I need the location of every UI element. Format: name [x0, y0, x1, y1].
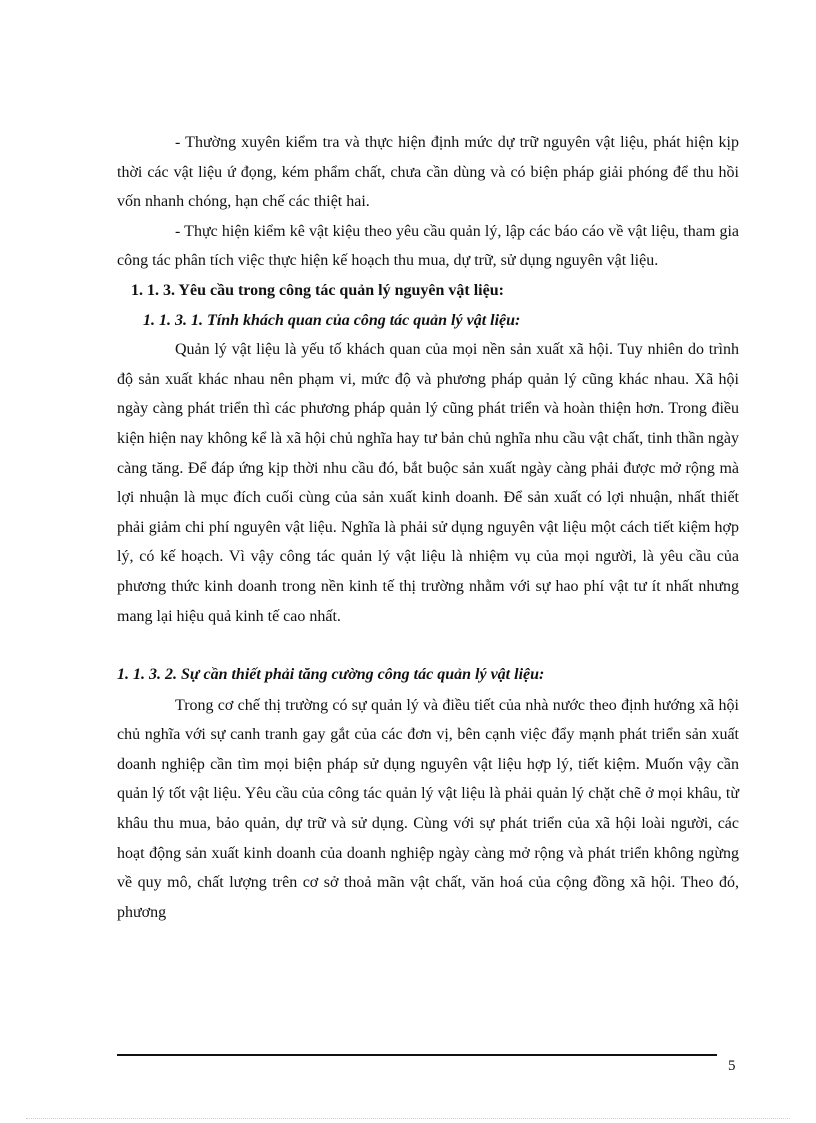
subsection-heading-1-1-3-2-text: 1. 1. 3. 2. Sự cần thiết phải tăng cường công tác quản lý vật liệu: — [117, 666, 545, 684]
paragraph-stocktaking: - Thực hiện kiểm kê vật kiệu theo yêu cầu quản lý, lập các báo cáo về vật liệu, tham gia công tác phân tích việc thực hiện kế hoạch thu mua, dự trữ, sử dụng nguyên vật liệu. — [117, 222, 739, 270]
paragraph-necessity: Trong cơ chế thị trường có sự quản lý và điều tiết của nhà nước theo định hướng xã hội chủ nghĩa với sự canh tranh gay gắt của các đơn vị, bên cạnh việc đẩy mạnh phát triển sản xuất doanh nghiệp cần tìm mọi biện pháp sử dụng nguyên vật liệu hợp lý, tiết kiệm. Muốn vậy cần quản lý tốt vật liệu. Yêu cầu của công tác quản lý vật liệu là phải quản lý chặt chẽ ở mọi khâu, từ khâu thu mua, bảo quản, dự trữ và sử dụng. Cùng với sự phát triển của xã hội loài người, các hoạt động sản xuất kinh doanh của doanh nghiệp ngày càng mở rộng và phát triển không ngừng về quy mô, chất lượng trên cơ sở thoả mãn vật chất, văn hoá của cộng đồng xã hội. Theo đó, phương — [117, 696, 739, 921]
paragraph-inventory-check: - Thường xuyên kiểm tra và thực hiện định mức dự trữ nguyên vật liệu, phát hiện kịp thời các vật liệu ứ đọng, kém phẩm chất, chưa cần dùng và có biện pháp giải phóng để thu hồi vốn nhanh chóng, hạn chế các thiệt hai. — [117, 134, 739, 211]
page-number: 5 — [728, 1058, 736, 1074]
page-edge-divider — [26, 1118, 790, 1119]
subsection-heading-1-1-3-1-text: 1. 1. 3. 1. Tính khách quan của công tác quản lý vật liệu: — [143, 311, 521, 329]
subsection-heading-1-1-3-2 — [117, 660, 739, 690]
section-heading-1-1-3: 1. 1. 3. Yêu cầu trong công tác quản lý nguyên vật liệu: — [131, 281, 504, 299]
subsection-heading-1-1-3-1 — [117, 306, 739, 336]
page-body — [117, 128, 739, 927]
footer-rule — [117, 1054, 717, 1056]
paragraph-objectivity: Quản lý vật liệu là yếu tố khách quan của mọi nền sản xuất xã hội. Tuy nhiên do trình độ sản xuất khác nhau nên phạm vi, mức độ và phương pháp quản lý cũng khác nhau. Xã hội ngày càng phát triển thì các phương pháp quản lý cũng phát triển và hoàn thiện hơn. Trong điều kiện hiện nay không kể là xã hội chủ nghĩa hay tư bản chủ nghĩa nhu cầu vật chất, tinh thần ngày càng tăng. Để đáp ứng kịp thời nhu cầu đó, bắt buộc sản xuất ngày càng phải được mở rộng mà lợi nhuận là mục đích cuối cùng của sản xuất kinh doanh. Để sản xuất có lợi nhuận, nhất thiết phải giảm chi phí nguyên vật liệu. Nghĩa là phải sử dụng nguyên vật liệu một cách tiết kiệm hợp lý, có kế hoạch. Vì vậy công tác quản lý vật liệu là nhiệm vụ của mọi người, là yêu cầu của phương thức kinh doanh trong nền kinh tế thị trường nhằm với sự hao phí vật tư ít nhất nhưng mang lại hiệu quả kinh tế cao nhất. — [117, 341, 739, 625]
